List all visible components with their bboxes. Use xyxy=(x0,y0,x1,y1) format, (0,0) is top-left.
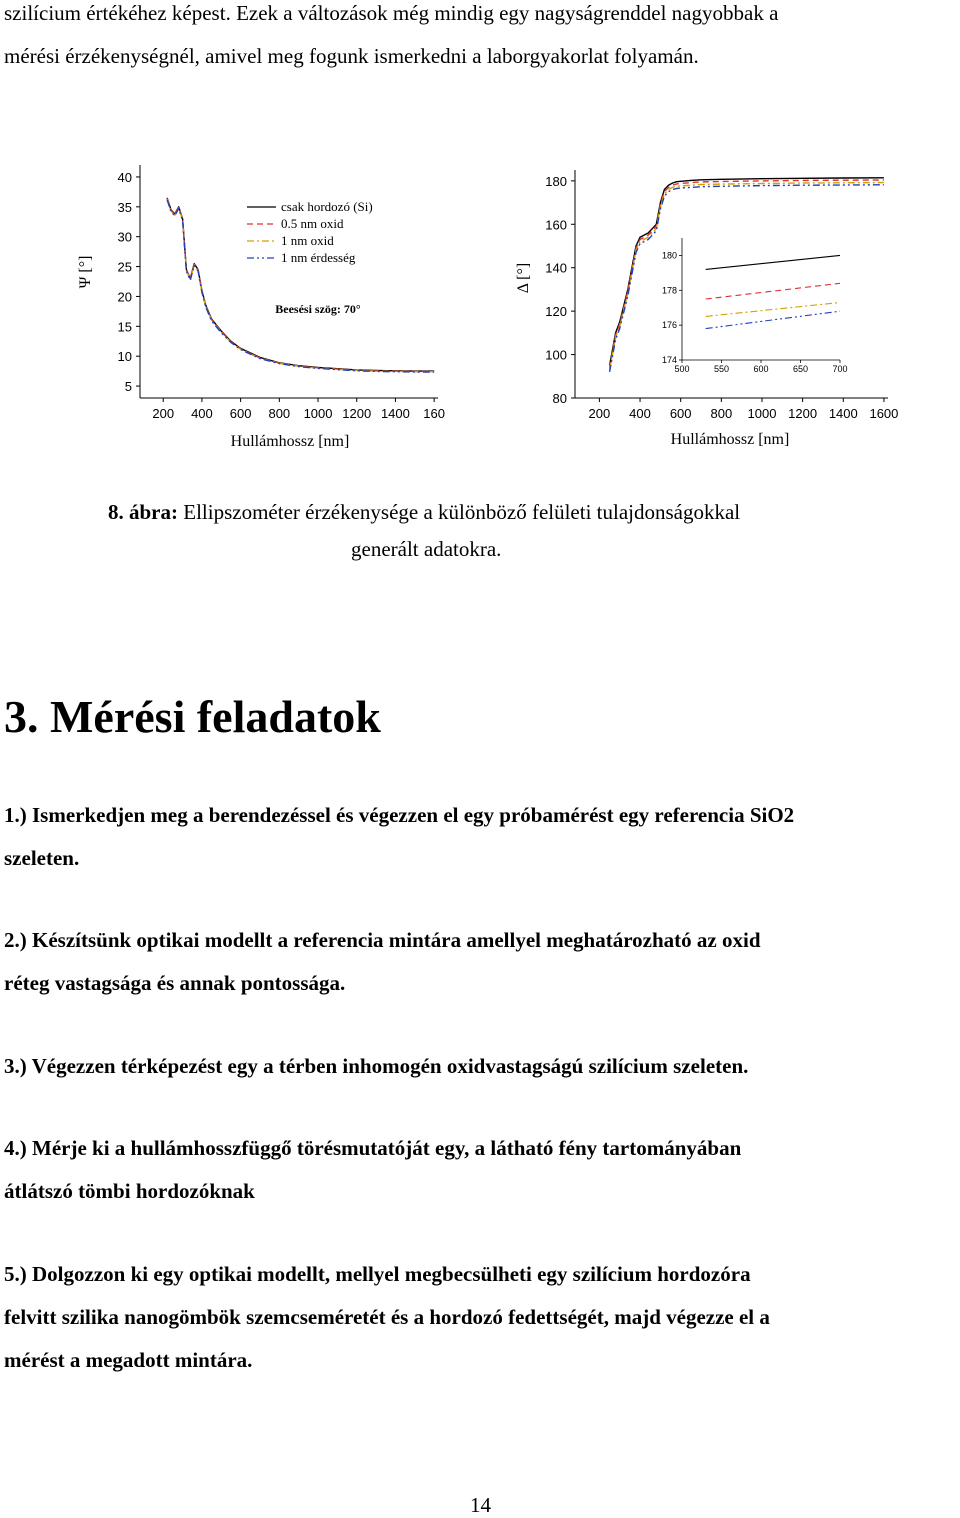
delta-x-tick-label: 400 xyxy=(629,406,651,421)
section-heading: 3. Mérési feladatok xyxy=(4,691,381,742)
psi-x-tick-label: 1400 xyxy=(380,406,410,421)
psi-y-tick-label: 30 xyxy=(117,229,132,245)
inset-y-tick-label: 180 xyxy=(661,250,677,261)
page-number: 14 xyxy=(470,1493,491,1517)
psi-y-axis-label: Ψ [°] xyxy=(77,255,94,289)
psi-x-tick-label: 1200 xyxy=(342,406,372,421)
psi-x-tick-label: 600 xyxy=(229,406,252,421)
task-3-line-1: 3.) Végezzen térképezést egy a térben inhomogén oxidvastagságú szilícium szeleten. xyxy=(4,1054,749,1078)
task-2-line-1: 2.) Készítsünk optikai modellt a referencia mintára amellyel meghatározható az oxid xyxy=(4,928,761,952)
delta-x-tick-label: 1400 xyxy=(828,406,858,421)
inset-y-tick-label: 178 xyxy=(661,285,677,296)
delta-series-line-1 xyxy=(610,178,884,366)
delta-y-tick-label: 180 xyxy=(545,173,567,189)
psi-y-tick-label: 35 xyxy=(117,199,132,215)
inset-x-tick-label: 500 xyxy=(674,364,690,374)
psi-x-tick-label: 400 xyxy=(191,406,213,421)
figure-caption-line-1 xyxy=(108,500,740,525)
delta-x-tick-label: 1000 xyxy=(747,406,777,421)
psi-annotation: Beesési szög: 70° xyxy=(275,302,361,316)
inset-y-tick-label: 176 xyxy=(661,320,677,331)
psi-legend-label-4: 1 nm érdesség xyxy=(281,250,356,265)
figure-caption-label: 8. ábra: xyxy=(108,500,178,524)
delta-y-tick-label: 160 xyxy=(545,217,567,233)
delta-x-axis-label: Hullámhossz [nm] xyxy=(670,431,790,448)
task-1-line-1: 1.) Ismerkedjen meg a berendezéssel és végezzen el egy próbamérést egy referencia SiO2 xyxy=(4,803,795,827)
figure-caption-line-2: generált adatokra. xyxy=(351,537,502,561)
delta-y-tick-label: 120 xyxy=(545,304,567,320)
task-5-line-2: felvitt szilika nanogömbök szemcseméretét és a hordozó fedettségét, majd végezze el a xyxy=(4,1305,770,1329)
task-4-line-1: 4.) Mérje ki a hullámhosszfüggő törésmutatóját egy, a látható fény tartományában xyxy=(4,1136,742,1160)
intro-line-1: szilícium értékéhez képest. Ezek a változások még mindig egy nagyságrenddel nagyobbak a xyxy=(4,1,779,25)
task-5-line-3: mérést a megadott mintára. xyxy=(4,1348,253,1372)
psi-x-axis-label: Hullámhossz [nm] xyxy=(230,433,350,450)
inset-x-tick-label: 700 xyxy=(832,364,848,374)
task-2-line-2: réteg vastagsága és annak pontossága. xyxy=(4,971,346,995)
delta-y-axis-label: Δ [°] xyxy=(515,262,532,294)
figure-caption-text: Ellipszométer érzékenysége a különböző felületi tulajdonságokkal xyxy=(183,500,741,524)
delta-x-tick-label: 200 xyxy=(588,406,611,421)
task-1-line-2: szeleten. xyxy=(4,846,80,870)
delta-series-line-3 xyxy=(610,183,884,370)
delta-y-tick-label: 100 xyxy=(545,347,567,363)
delta-inset xyxy=(662,238,848,374)
delta-y-tick-label: 140 xyxy=(545,260,567,276)
task-5-line-1: 5.) Dolgozzon ki egy optikai modellt, mellyel megbecsülheti egy szilícium hordozóra xyxy=(4,1262,751,1286)
delta-x-tick-label: 800 xyxy=(710,406,733,421)
inset-series-line-2 xyxy=(706,283,840,299)
intro-line-2: mérési érzékenységnél, amivel meg fogunk ismerkedni a laborgyakorlat folyamán. xyxy=(4,44,699,68)
psi-x-tick-label: 200 xyxy=(152,406,175,421)
delta-x-tick-label: 1200 xyxy=(788,406,818,421)
psi-y-tick-label: 40 xyxy=(117,169,132,185)
psi-y-tick-label: 20 xyxy=(117,289,132,305)
psi-y-tick-label: 25 xyxy=(117,259,132,275)
inset-y-tick-label: 174 xyxy=(661,355,677,365)
psi-y-tick-label: 5 xyxy=(124,379,132,395)
psi-x-tick-label: 1000 xyxy=(303,406,333,421)
psi-legend-label-1: csak hordozó (Si) xyxy=(281,199,373,214)
delta-y-tick-label: 80 xyxy=(552,391,567,406)
inset-x-tick-label: 550 xyxy=(713,364,730,374)
psi-legend-label-3: 1 nm oxid xyxy=(281,233,334,248)
figure-charts xyxy=(0,0,960,470)
psi-legend-label-2: 0.5 nm oxid xyxy=(281,216,344,231)
delta-chart xyxy=(515,170,898,448)
inset-series-line-1 xyxy=(706,255,840,269)
psi-x-tick-label: 800 xyxy=(268,406,291,421)
inset-x-tick-label: 600 xyxy=(753,364,769,374)
delta-series-line-2 xyxy=(610,180,884,368)
task-4-line-2: átlátszó tömbi hordozóknak xyxy=(4,1179,255,1203)
inset-x-tick-label: 650 xyxy=(792,364,809,374)
psi-chart xyxy=(77,165,445,450)
psi-x-tick-label: 160 xyxy=(423,406,445,421)
psi-y-tick-label: 10 xyxy=(117,349,132,365)
delta-x-tick-label: 600 xyxy=(669,406,692,421)
psi-y-tick-label: 15 xyxy=(117,319,132,335)
delta-series-line-4 xyxy=(610,185,884,372)
delta-x-tick-label: 1600 xyxy=(869,406,899,421)
